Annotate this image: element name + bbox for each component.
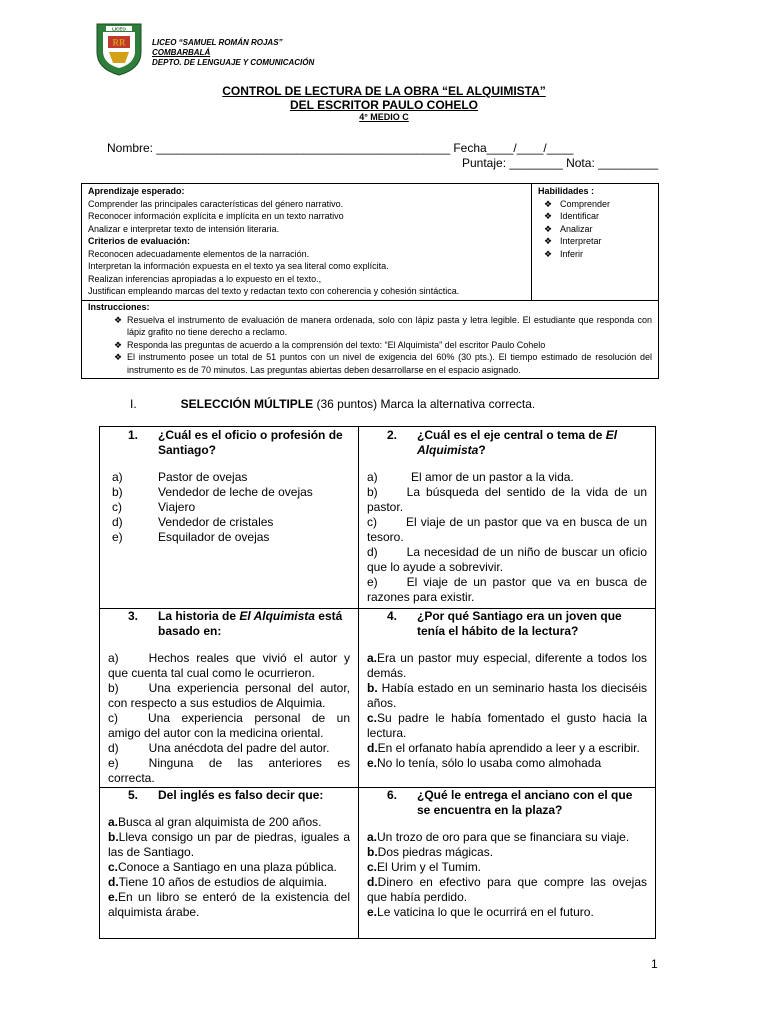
school-city: COMBARBALÁ — [152, 48, 211, 57]
grade-label: 4° MEDIO C — [359, 112, 409, 122]
q4-option-b[interactable]: b. Había estado en un seminario hasta los dieciséis años. — [367, 681, 647, 710]
skill-item: ❖ Inferir — [544, 248, 584, 259]
aprendizaje-label: Aprendizaje esperado: — [88, 186, 185, 196]
section-heading — [130, 397, 535, 411]
question-6-prompt: 6. ¿Qué le entrega el anciano con el que se encuentra en la plaza? — [387, 788, 633, 817]
q6-option-c[interactable]: c.El Urim y el Tumim. — [367, 860, 482, 874]
section-number: I. — [130, 397, 137, 411]
criterio-line: Justifican empleando marcas del texto y redactan texto con coherencia y cohesión sintáctica. — [88, 286, 460, 296]
q2-option-b[interactable]: b) La búsqueda del sentido de la vida de un pastor. — [367, 485, 647, 514]
q2-option-a[interactable]: a) El amor de un pastor a la vida. — [367, 470, 574, 484]
q1-option-e[interactable]: e) Esquilador de ovejas — [112, 530, 270, 544]
q4-option-d[interactable]: d.En el orfanato había aprendido a leer y a escribir. — [367, 741, 640, 755]
q5-option-c[interactable]: c.Conoce a Santiago en una plaza pública. — [108, 860, 337, 874]
question-1 — [100, 428, 358, 545]
q1-option-d[interactable]: d) Vendedor de cristales — [112, 515, 274, 529]
doc-title-line1: CONTROL DE LECTURA DE LA OBRA “EL ALQUIMISTA” — [222, 84, 546, 98]
q6-option-a[interactable]: a.Un trozo de oro para que se financiara su viaje. — [367, 830, 630, 844]
diamond-bullet-icon: ❖ — [114, 314, 123, 325]
question-3-prompt: 3. La historia de El Alquimista está basado en: — [128, 609, 343, 638]
skill-item: ❖ Comprender — [544, 198, 611, 209]
info-box — [81, 183, 659, 379]
q3-option-a[interactable]: a) Hechos reales que vivió el autor y que cuenta tal cual como le ocurrieron. — [108, 651, 350, 680]
doc-title-line2: DEL ESCRITOR PAULO COHELO — [289, 98, 478, 112]
diamond-bullet-icon: ❖ — [114, 339, 123, 350]
q3-option-c[interactable]: c) Una experiencia personal de un amigo del autor con la medicina oriental. — [108, 711, 350, 740]
q1-option-b[interactable]: b) Vendedor de leche de ovejas — [112, 485, 313, 499]
q5-option-e[interactable]: e.En un libro se enteró de la existencia del alquimista árabe. — [108, 890, 350, 919]
criterio-line: Interpretan la información expuesta en el texto ya sea literal como explícita. — [88, 261, 389, 271]
criterios-label: Criterios de evaluación: — [88, 236, 191, 246]
aprendizaje-line: Comprender las principales características del género narrativo. — [88, 198, 344, 209]
q4-option-e[interactable]: e.No lo tenía, sólo lo usaba como almohada — [367, 756, 602, 770]
q5-option-d[interactable]: d.Tiene 10 años de estudios de alquimia. — [108, 875, 328, 889]
q4-option-a[interactable]: a.Era un pastor muy especial, diferente a todos los demás. — [367, 651, 647, 680]
instruction-item: ❖ Responda las preguntas de acuerdo a la comprensión del texto: “El Alquimista” del escritor Paulo Cohelo — [114, 339, 546, 350]
q3-option-e[interactable]: e) Ninguna de las anteriores es correcta. — [108, 756, 350, 785]
question-1-prompt: 1. ¿Cuál es el oficio o profesión de Santiago? — [128, 428, 343, 457]
diamond-bullet-icon: ❖ — [544, 248, 553, 259]
name-date-field[interactable]: Nombre: ____________________________________________ Fecha____/____/____ — [107, 141, 574, 155]
criterio-line: Reconocen adecuadamente elementos de la narración. — [88, 248, 310, 259]
skill-item: ❖ Interpretar — [544, 236, 602, 246]
skills-panel — [532, 184, 658, 300]
q1-option-c[interactable]: c) Viajero — [112, 500, 196, 514]
habilidades-label: Habilidades : — [538, 186, 595, 196]
diamond-bullet-icon: ❖ — [544, 198, 553, 209]
logo-text-top: LICEO — [112, 26, 126, 32]
q2-option-d[interactable]: d) La necesidad de un niño de buscar un oficio que lo ayude a sobrevivir. — [367, 545, 647, 574]
score-grade-field[interactable]: Puntaje: ________ Nota: _________ — [462, 156, 659, 170]
logo-monogram: RR — [112, 37, 126, 48]
q3-option-b[interactable]: b) Una experiencia personal del autor, con respecto a sus estudios de Alquimia. — [108, 681, 350, 710]
q6-option-b[interactable]: b.Dos piedras mágicas. — [367, 845, 494, 859]
question-5-prompt: 5. Del inglés es falso decir que: — [128, 788, 324, 802]
page-number: 1 — [651, 957, 658, 971]
school-crest-icon — [94, 22, 144, 76]
department-name: DEPTO. DE LENGUAJE Y COMUNICACIÓN — [152, 58, 315, 67]
school-name: LICEO “SAMUEL ROMÁN ROJAS” — [152, 38, 283, 47]
question-4-prompt: 4. ¿Por qué Santiago era un joven que tenía el hábito de la lectura? — [387, 609, 622, 638]
skill-item: ❖ Identificar — [544, 211, 600, 221]
q4-option-c[interactable]: c.Su padre le había fomentado el gusto hacia la lectura. — [367, 711, 647, 740]
criterio-line: Realizan inferencias apropiadas a lo expuesto en el texto., — [88, 273, 322, 284]
q2-option-e[interactable]: e) El viaje de un pastor que va en busca de razones para existir. — [367, 575, 647, 604]
instrucciones-label: Instrucciones: — [88, 302, 150, 312]
question-4 — [359, 609, 655, 771]
instructions-panel — [82, 300, 658, 378]
diamond-bullet-icon: ❖ — [544, 211, 553, 221]
skill-item: ❖ Analizar — [544, 223, 593, 234]
diamond-bullet-icon: ❖ — [544, 236, 553, 246]
q3-option-d[interactable]: d) Una anécdota del padre del autor. — [108, 741, 330, 755]
question-6 — [359, 788, 655, 920]
q2-option-c[interactable]: c) El viaje de un pastor que va en busca de un tesoro. — [367, 515, 647, 544]
section-title: SELECCIÓN MÚLTIPLE — [180, 397, 314, 411]
learning-objectives — [82, 184, 532, 300]
q6-option-d[interactable]: d.Dinero en efectivo para que compre las ovejas que había perdido. — [367, 875, 647, 904]
section-points: (36 puntos) — [316, 397, 378, 411]
q1-option-a[interactable]: a) Pastor de ovejas — [112, 470, 248, 484]
question-2 — [359, 428, 655, 605]
diamond-bullet-icon: ❖ — [114, 352, 123, 362]
aprendizaje-line: Analizar e interpretar texto de intensión literaria. — [88, 223, 280, 234]
q6-option-e[interactable]: e.Le vaticina lo que le ocurrirá en el futuro. — [367, 905, 594, 919]
q5-option-a[interactable]: a.Busca al gran alquimista de 200 años. — [108, 815, 322, 829]
question-5 — [100, 788, 358, 920]
question-3 — [100, 609, 358, 786]
instruction-item: ❖ Resuelva el instrumento de evaluación de manera ordenada, solo con lápiz pasta y letra legible. El estudiante que responda con lápiz grafito no tiene derecho a reclamo. — [114, 314, 652, 337]
q5-option-b[interactable]: b.Lleva consigo un par de piedras, iguales a las de Santiago. — [108, 830, 350, 859]
instruction-item: ❖ El instrumento posee un total de 51 puntos con un nivel de exigencia del 60% (30 pts.). El tiempo estimado de resolución del instrumento es de 70 minutos. Las preguntas abiertas deben desarrollarse en el espacio asignado. — [114, 352, 652, 375]
question-2-prompt: 2. ¿Cuál es el eje central o tema de El Alquimista? — [387, 428, 618, 457]
section-instruction: Marca la alternativa correcta. — [380, 397, 536, 411]
questions-table — [99, 426, 656, 939]
diamond-bullet-icon: ❖ — [544, 223, 553, 234]
aprendizaje-line: Reconocer información explícita e implícita en un texto narrativo — [88, 211, 344, 221]
